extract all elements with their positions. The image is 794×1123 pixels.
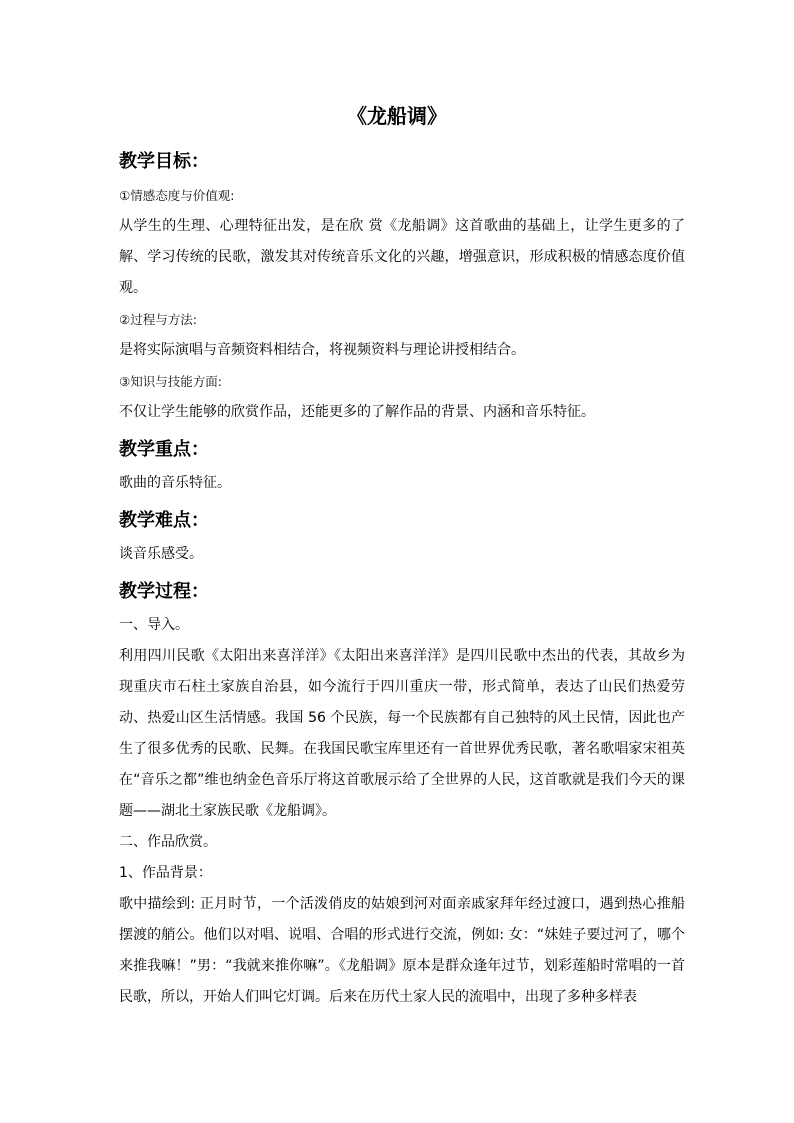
key-points-heading: 教学重点： bbox=[119, 439, 209, 460]
document-title: 《龙船调》 bbox=[347, 104, 447, 128]
objective-1-text: 从学生的生理、心理特征出发，是在欣 赏《龙船调》这首歌曲的基础上，让学生更多的了解、学习传统的民歌，激发其对传统音乐文化的兴趣，增强意识，形成积极的情感态度价值观。 bbox=[119, 218, 685, 296]
step-2-1-heading: 1、作品背景： bbox=[119, 865, 212, 881]
objective-1-label: ①情感态度与价值观: bbox=[119, 188, 235, 203]
process-heading: 教学过程： bbox=[119, 581, 209, 602]
objectives-heading: 教学目标： bbox=[119, 151, 209, 172]
step-2-heading: 二、作品欣赏。 bbox=[119, 834, 217, 850]
objective-3-text: 不仅让学生能够的欣赏作品，还能更多的了解作品的背景、内涵和音乐特征。 bbox=[119, 404, 595, 420]
difficulty-heading: 教学难点： bbox=[119, 510, 209, 531]
difficulty-text: 谈音乐感受。 bbox=[119, 546, 203, 562]
objective-2-text: 是将实际演唱与音频资料相结合，将视频资料与理论讲授相结合。 bbox=[119, 342, 525, 358]
intro-paragraph: 利用四川民歌《太阳出来喜洋洋》《太阳出来喜洋洋》是四川民歌中杰出的代表，其故乡为现重庆市石柱土家族自治县，如今流行于四川重庆一带，形式简单，表达了山民们热爱劳动、热爱山区生活情感。我国 56 个民族，每一个民族都有自己独特的风土民情，因此也产生了很多优秀的民歌、民舞。在我国民歌宝库里还有一首世界优秀民歌，著名歌唱家宋祖英在“音乐之都”维也纳金色音乐厅将这首歌展示给了全世界的人民，这首歌就是我们今天的课题——湖北土家族民歌《龙船调》。 bbox=[119, 648, 685, 819]
document-body bbox=[119, 144, 685, 1013]
step-1-heading: 一、导入。 bbox=[119, 617, 189, 633]
objective-3-label: ③知识与技能方面: bbox=[119, 374, 222, 389]
objective-2-label: ②过程与方法: bbox=[119, 312, 197, 327]
key-points-text: 歌曲的音乐特征。 bbox=[119, 475, 231, 491]
background-paragraph: 歌中描绘到: 正月时节，一个活泼俏皮的姑娘到河对面亲戚家拜年经过渡口，遇到热心推船摆渡的艄公。他们以对唱、说唱、合唱的形式进行交流，例如: 女：“妹娃子要过河了，哪个来推我嘛！”男：“我就来推你嘛”。《龙船调》原本是群众逢年过节，划彩莲船时常唱的一首民歌，所以，开始人们叫它灯调。后来在历代土家人民的流唱中，出现了多种多样表 bbox=[119, 896, 685, 1005]
